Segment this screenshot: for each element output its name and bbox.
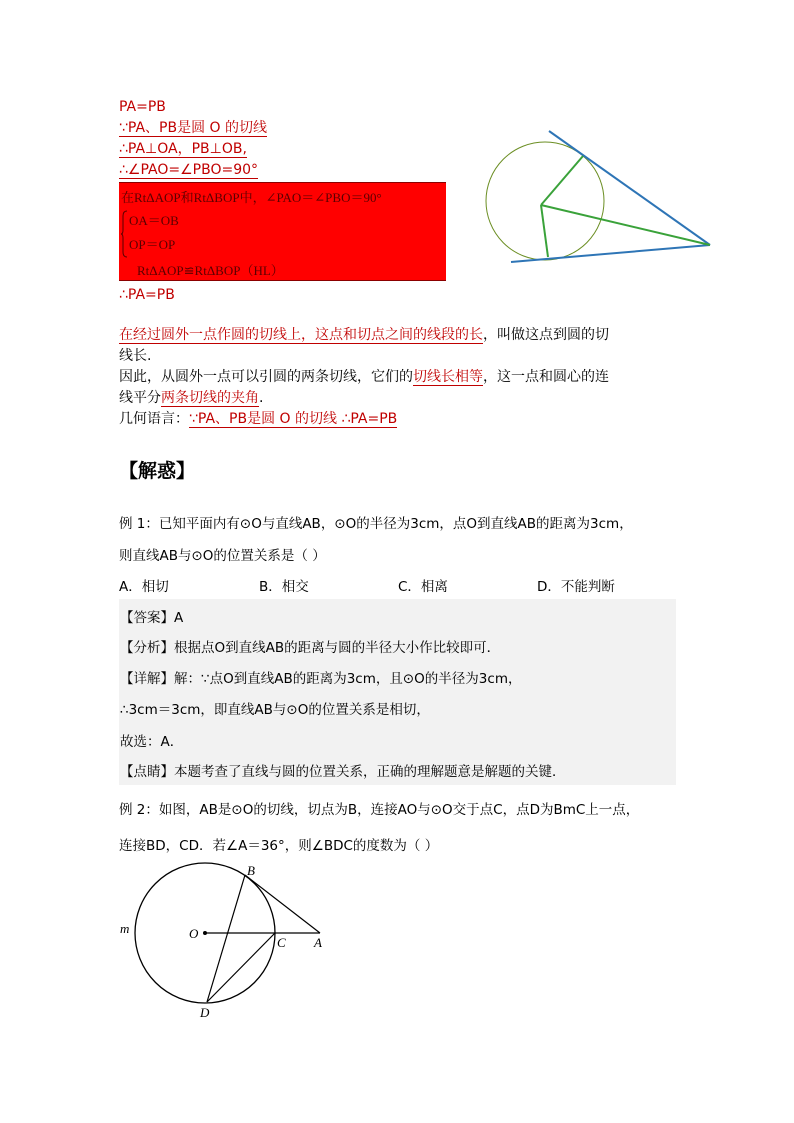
definition-highlight: 在经过圆外一点作圆的切线上，这点和切点之间的线段的长: [119, 327, 483, 343]
proof-line-3: [119, 139, 247, 160]
proof-line-2-text: ∵PA、PB是圆 O 的切线: [119, 120, 267, 136]
detail-line-2: ∴3cm＝3cm，即直线AB与⊙O的位置关系是相切，: [120, 702, 430, 718]
boxed-proof-line-4: RtΔAOP≌RtΔBOP（HL）: [137, 263, 284, 278]
geo-language-label: 几何语言：: [119, 411, 189, 427]
label-b: B: [247, 863, 255, 878]
center-point: [203, 931, 207, 935]
radius-oa: [541, 156, 583, 205]
geo-language: [119, 409, 397, 430]
tangent-line-pa: [549, 131, 710, 245]
theorem-text-4: .: [259, 390, 264, 406]
proof-line-2: [119, 118, 267, 139]
example1-line-2: 则直线AB与⊙O的位置关系是（ ）: [119, 548, 326, 564]
brace-icon: [120, 210, 128, 258]
answer-box: [119, 599, 676, 785]
proof-line-4-text: ∴∠PAO=∠PBO=90°: [119, 162, 259, 178]
example2-line-1: 例 2：如图，AB是⊙O的切线，切点为B，连接AO与⊙O交于点C，点D为BmC上一点，: [119, 802, 640, 818]
example2-figure: [115, 860, 335, 1025]
theorem-text-1: 因此，从圆外一点可以引圆的两条切线，它们的: [119, 369, 413, 385]
definition-line-2: 线长.: [119, 348, 152, 364]
boxed-proof-line-2: OA＝OB: [129, 213, 179, 228]
section-heading: 【解惑】: [119, 460, 196, 482]
tangent-figure: [475, 122, 720, 270]
proof-line-4: [119, 160, 258, 181]
example1-line-1: 例 1：已知平面内有⊙O与直线AB，⊙O的半径为3cm，点O到直线AB的距离为3cm，: [119, 516, 633, 532]
theorem-line-1: [119, 367, 609, 388]
comment-line: 【点睛】本题考查了直线与圆的位置关系，正确的理解题意是解题的关键．: [120, 764, 566, 780]
option-b: B．相交: [259, 579, 309, 595]
detail-line-1: 【详解】解：∵点O到直线AB的距离为3cm，且⊙O的半径为3cm，: [120, 671, 522, 687]
segment-op: [541, 205, 710, 245]
definition-paragraph: [119, 325, 679, 346]
definition-rest: ，叫做这点到圆的切: [483, 327, 609, 343]
label-a: A: [314, 935, 322, 950]
choose-line: 故选：A．: [120, 734, 184, 750]
option-a: A．相切: [119, 579, 169, 595]
label-c: C: [277, 935, 286, 950]
theorem-line-2: [119, 388, 263, 409]
label-o: O: [189, 926, 199, 941]
option-c: C．相离: [398, 579, 448, 595]
theorem-highlight-1: 切线长相等: [413, 369, 483, 385]
radius-ob: [541, 205, 548, 257]
theorem-text-3: 线平分: [119, 390, 161, 406]
proof-line-1: PA=PB: [119, 99, 166, 115]
theorem-highlight-2: 两条切线的夹角: [161, 390, 259, 406]
answer-line: 【答案】A: [120, 610, 184, 626]
boxed-proof: [119, 182, 446, 281]
analysis-line: 【分析】根据点O到直线AB的距离与圆的半径大小作比较即可．: [120, 640, 501, 656]
label-m: m: [120, 921, 130, 936]
geo-language-content: ∵PA、PB是圆 O 的切线 ∴PA=PB: [189, 411, 398, 427]
proof-line-last: ∴PA=PB: [119, 287, 175, 303]
tangent-line-pb: [511, 245, 710, 262]
segment-ab: [245, 875, 320, 933]
theorem-text-2: ，这一点和圆心的连: [483, 369, 609, 385]
proof-line-3-text: ∴PA⊥OA，PB⊥OB,: [119, 141, 247, 157]
option-d: D．不能判断: [537, 579, 615, 595]
label-d: D: [200, 1005, 210, 1020]
boxed-proof-line-1: 在RtΔAOP和RtΔBOP中，∠PAO＝∠PBO＝90°: [121, 190, 382, 205]
example2-line-2: 连接BD，CD．若∠A＝36°，则∠BDC的度数为（ ）: [119, 838, 439, 854]
boxed-proof-line-3: OP＝OP: [129, 237, 176, 252]
